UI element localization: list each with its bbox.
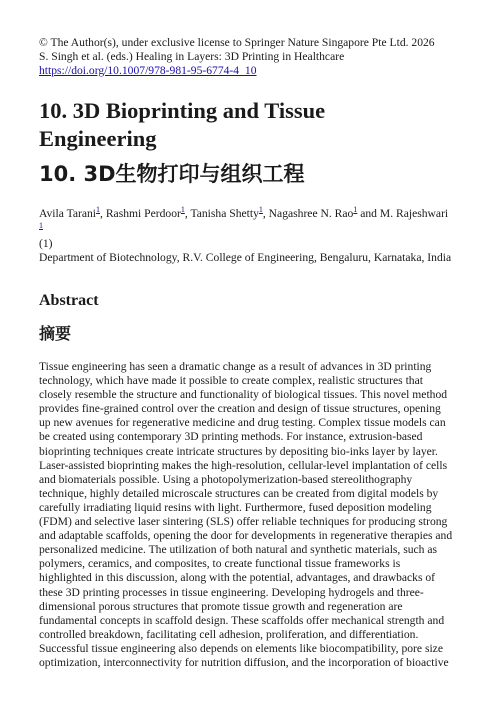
abstract-line: Laser-assisted bioprinting makes the high-resolution, cellular-level implantation of cells	[39, 458, 448, 472]
abstract-line: and biomaterials possible. Using a photopolymerization-based stereolithography	[39, 472, 413, 486]
citation-line: S. Singh et al. (eds.) Healing in Layers: 3D Printing in Healthcare	[39, 50, 345, 63]
affiliation-ref-link[interactable]: 1	[353, 205, 358, 215]
copyright-line: © The Author(s), under exclusive license to Springer Nature Singapore Pte Ltd. 2026	[39, 36, 435, 49]
chapter-title-zh: 10. 3D生物打印与组织工程	[39, 162, 305, 186]
abstract-line: closely resemble the structure and functionality of biological tissues. This novel method	[39, 388, 448, 402]
abstract-line: these 3D printing processes in tissue engineering. Developing hydrogels and three-	[39, 585, 424, 599]
chapter-title-en-line2: Engineering	[39, 126, 157, 151]
affiliation-number: (1)	[39, 237, 53, 250]
author-name: Tanisha Shetty	[190, 207, 259, 220]
paper-page	[39, 36, 463, 670]
abstract-heading-en: Abstract	[39, 292, 99, 309]
author-separator: ,	[100, 207, 106, 220]
abstract-line: technology, which have made it possible to create complex, realistic structures that	[39, 374, 423, 388]
affiliation-block	[39, 237, 463, 265]
abstract-line: controlled breakdown, facilitating cell adhesion, proliferation, and differentiation.	[39, 627, 419, 641]
abstract-line: provides fine-grained control over the creation and design of tissue structures, opening	[39, 402, 441, 416]
affiliation-ref-link[interactable]: 1	[96, 205, 101, 215]
author-separator: and	[357, 207, 380, 220]
author-name: M. Rajeshwari	[379, 207, 449, 220]
abstract-line: fundamental concepts in scaffold design. These scaffolds offer mechanical strength and	[39, 613, 445, 627]
abstract-line: polymers, ceramics, and composites, to create functional tissue frameworks is	[39, 557, 401, 571]
author-separator: ,	[262, 207, 269, 220]
abstract-line: bioprinting techniques create intricate structures by depositing bio-inks layer by layer.	[39, 444, 438, 458]
abstract-line: personalized medicine. The utilization of both natural and synthetic materials, such as	[39, 543, 438, 557]
abstract-line: highlighted in this discussion, along with the potential, advantages, and drawbacks of	[39, 571, 436, 585]
affiliation-text: Department of Biotechnology, R.V. College of Engineering, Bengaluru, Karnataka, India	[39, 251, 452, 264]
abstract-line: dimensional porous structures that promote tissue growth and regeneration are	[39, 599, 403, 613]
chapter-title-en	[39, 97, 463, 153]
abstract-line: Successful tissue engineering also depends on elements like biocompatibility, pore size	[39, 641, 443, 655]
abstract-body	[39, 360, 463, 670]
abstract-line: technique, highly detailed microscale structures can be created from digital models by	[39, 486, 439, 500]
author-list	[39, 207, 463, 230]
affiliation-ref-trailing[interactable]: 1	[39, 221, 43, 230]
author-name: Rashmi Perdoor	[105, 207, 181, 220]
author-name: Nagashree N. Rao	[268, 207, 354, 220]
abstract-line: optimization, interconnectivity for nutrition diffusion, and the incorporation of bioactive	[39, 655, 449, 669]
affiliation-ref-link[interactable]: 1	[180, 205, 185, 215]
abstract-line: up new avenues for regenerative medicine and drug testing. Complex tissue models can	[39, 416, 446, 430]
abstract-line: and adaptable scaffolds, opening the door for developments in regenerative therapies and	[39, 529, 453, 543]
affiliation-ref-link[interactable]: 1	[258, 205, 263, 215]
abstract-line: be created using contemporary 3D printing methods. For instance, extrusion-based	[39, 430, 423, 444]
abstract-line: (FDM) and selective laser sintering (SLS) offer reliable techniques for producing strong	[39, 515, 448, 529]
abstract-line: Tissue engineering has seen a dramatic change as a result of advances in 3D printing	[39, 360, 432, 373]
abstract-line: carefully irradiating liquid resins with light. Furthermore, fused deposition modeling	[39, 500, 432, 514]
abstract-heading-zh: 摘要	[39, 324, 72, 343]
chapter-title-en-line1: 10. 3D Bioprinting and Tissue	[39, 98, 326, 123]
author-separator: ,	[184, 207, 191, 220]
doi-link[interactable]: https://doi.org/10.1007/978-981-95-6774-4_10	[39, 64, 257, 77]
author-name: Avila Tarani	[39, 207, 97, 220]
chapter-metadata	[39, 36, 463, 78]
